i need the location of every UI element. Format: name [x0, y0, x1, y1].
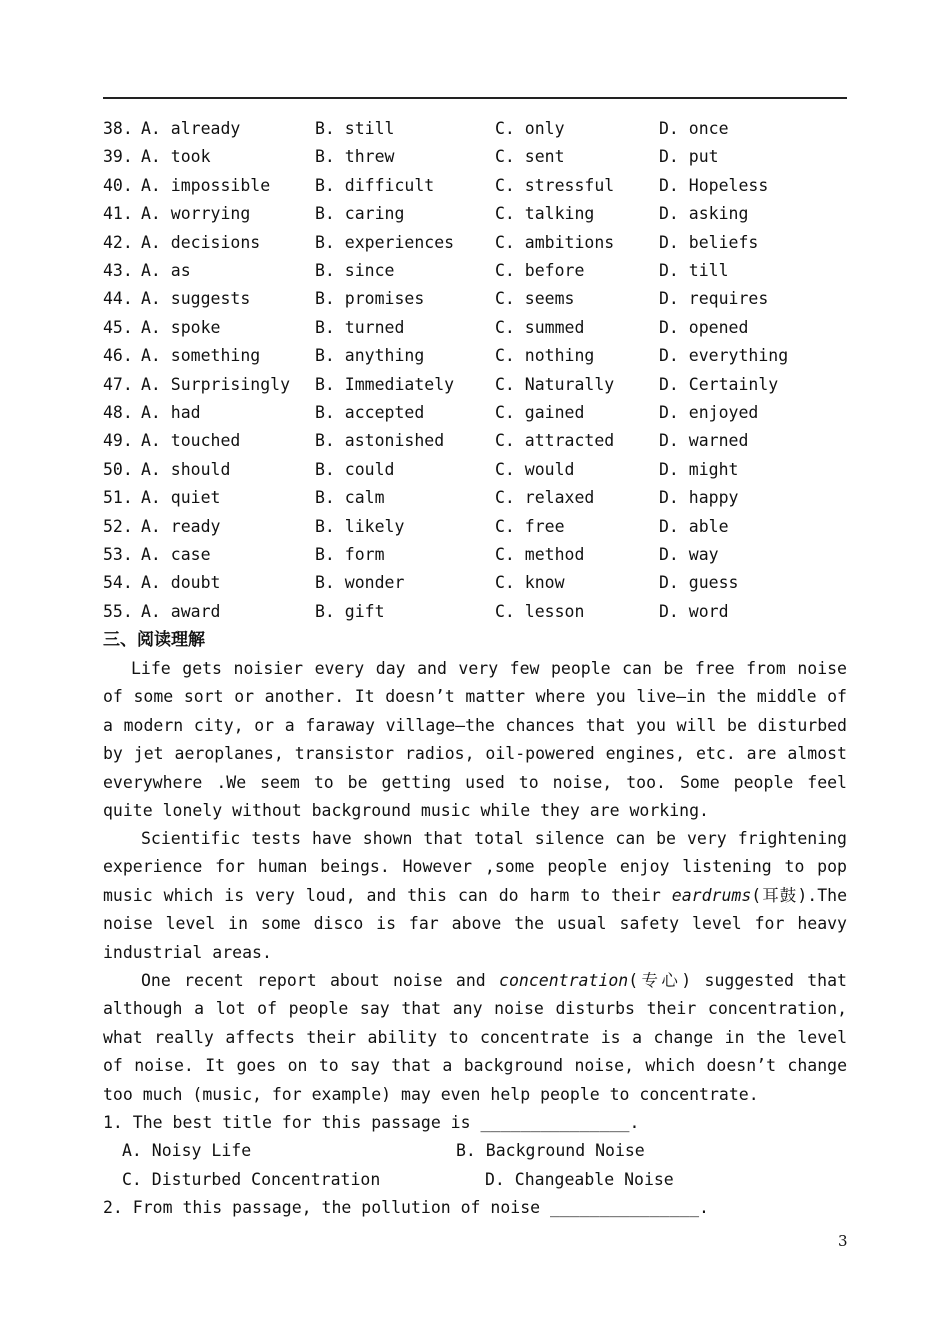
option-number: 45.	[103, 317, 133, 337]
option-a: A. spoke	[141, 317, 221, 337]
option-d: D. Certainly	[659, 374, 779, 394]
option-d: D. enjoyed	[659, 403, 759, 422]
option-number: 39.	[103, 147, 133, 167]
option-c: C. Naturally	[495, 374, 615, 394]
option-c: C. before	[495, 261, 585, 280]
option-d: D. might	[659, 459, 739, 479]
option-a: A. worrying	[141, 204, 251, 224]
question-1-option-a: A. Noisy Life	[122, 1141, 252, 1160]
option-b: B. Immediately	[315, 374, 455, 394]
option-a: A. had	[141, 403, 201, 422]
option-b: B. experiences	[315, 232, 455, 252]
option-row	[103, 456, 847, 484]
option-d: D. once	[659, 119, 729, 138]
page-number: 3	[838, 1232, 848, 1250]
option-row	[103, 314, 847, 342]
section-heading: 三、阅读理解	[103, 630, 205, 650]
option-number: 55.	[103, 601, 133, 621]
option-number: 49.	[103, 431, 133, 451]
option-number: 41.	[103, 204, 133, 224]
paragraph-3-text-start: One recent report about noise and	[141, 971, 500, 990]
option-d: D. requires	[659, 289, 769, 309]
option-d: D. everything	[659, 346, 789, 366]
option-row	[103, 285, 847, 313]
option-b: B. caring	[315, 204, 405, 224]
option-row	[103, 427, 847, 455]
option-b: B. gift	[315, 601, 385, 621]
option-b: B. promises	[315, 289, 425, 309]
option-c: C. seems	[495, 289, 575, 309]
option-number: 40.	[103, 175, 133, 195]
gloss-eardrums: (耳鼓)	[751, 885, 808, 905]
option-d: D. opened	[659, 317, 749, 337]
question-2: 2. From this passage, the pollution of noise _______________.	[103, 1198, 709, 1217]
question-1-option-d: D. Changeable Noise	[485, 1170, 674, 1189]
option-a: A. should	[141, 459, 231, 479]
option-row	[103, 541, 847, 569]
question-1-option-c: C. Disturbed Concentration	[122, 1170, 381, 1189]
option-c: C. would	[495, 459, 575, 479]
option-c: C. only	[495, 119, 565, 138]
option-c: C. sent	[495, 147, 565, 167]
option-number: 51.	[103, 488, 133, 508]
option-a: A. award	[141, 601, 221, 621]
paragraph-3-text-end: suggested that although a lot of people say that any noise disturbs their concentration, what really affects their ability to concentrate is a change in the level of noise. It goes on to say that a background noise, which doesn’t change too much (music, for example) may even help people to concentrate.	[103, 971, 847, 1104]
option-number: 44.	[103, 289, 133, 309]
option-b: B. since	[315, 261, 395, 280]
option-c: C. know	[495, 573, 565, 593]
option-d: D. happy	[659, 488, 739, 508]
option-a: A. quiet	[141, 488, 221, 508]
option-a: A. something	[141, 346, 261, 366]
option-row	[103, 598, 847, 626]
paragraph-2-text-end: .The noise level in some disco is far above the usual safety level for heavy industrial areas.	[103, 885, 848, 962]
passage-paragraph-1	[103, 655, 847, 825]
option-row	[103, 342, 847, 370]
option-d: D. guess	[659, 573, 739, 593]
option-b: B. form	[315, 545, 385, 564]
option-row	[103, 569, 847, 597]
option-d: D. beliefs	[659, 232, 759, 252]
option-b: B. could	[315, 459, 395, 479]
option-d: D. word	[659, 601, 729, 621]
option-d: D. asking	[659, 204, 749, 224]
option-d: D. way	[659, 545, 719, 564]
option-row	[103, 371, 847, 399]
option-row	[103, 200, 847, 228]
option-b: B. turned	[315, 317, 405, 337]
option-row	[103, 257, 847, 285]
option-b: B. astonished	[315, 431, 445, 451]
option-row	[103, 172, 847, 200]
option-b: B. likely	[315, 516, 405, 536]
option-number: 47.	[103, 374, 133, 394]
option-c: C. method	[495, 545, 585, 564]
option-b: B. anything	[315, 346, 425, 366]
option-number: 54.	[103, 573, 133, 593]
term-eardrums: eardrums	[671, 885, 752, 905]
option-a: A. as	[141, 261, 191, 280]
option-d: D. warned	[659, 431, 749, 451]
option-number: 42.	[103, 232, 133, 252]
option-row	[103, 399, 847, 427]
option-number: 50.	[103, 459, 133, 479]
option-d: D. Hopeless	[659, 175, 769, 195]
option-a: A. took	[141, 147, 211, 167]
option-a: A. Surprisingly	[141, 374, 291, 394]
option-c: C. lesson	[495, 601, 585, 621]
option-number: 48.	[103, 403, 133, 422]
passage-paragraph-3	[103, 967, 847, 1109]
question-1: 1. The best title for this passage is _______________.	[103, 1113, 640, 1132]
option-a: A. touched	[141, 431, 241, 451]
question-1-option-b: B. Background Noise	[456, 1141, 645, 1160]
option-row	[103, 229, 847, 257]
header-rule	[103, 97, 847, 99]
option-a: A. suggests	[141, 289, 251, 309]
option-c: C. stressful	[495, 175, 615, 195]
option-d: D. able	[659, 516, 729, 536]
option-row	[103, 513, 847, 541]
option-d: D. put	[659, 147, 719, 167]
option-row	[103, 143, 847, 171]
option-b: B. calm	[315, 488, 385, 508]
option-number: 46.	[103, 346, 133, 366]
option-b: B. wonder	[315, 573, 405, 593]
option-number: 52.	[103, 516, 133, 536]
option-b: B. difficult	[315, 175, 435, 195]
option-number: 38.	[103, 119, 133, 138]
option-a: A. already	[141, 119, 241, 138]
option-a: A. case	[141, 545, 211, 564]
option-c: C. free	[495, 516, 565, 536]
option-c: C. relaxed	[495, 488, 595, 508]
option-a: A. decisions	[141, 232, 261, 252]
option-a: A. doubt	[141, 573, 221, 593]
option-b: B. accepted	[315, 403, 425, 422]
option-c: C. talking	[495, 204, 595, 224]
option-b: B. still	[315, 119, 395, 138]
option-a: A. impossible	[141, 175, 271, 195]
option-number: 53.	[103, 545, 133, 564]
option-row	[103, 484, 847, 512]
term-concentration: concentration	[499, 971, 629, 990]
gloss-concentration: (专心)	[628, 971, 692, 990]
passage-paragraph-2	[103, 825, 847, 967]
option-d: D. till	[659, 261, 729, 280]
paragraph-1-text: Life gets noisier every day and very few people can be free from noise of some sort or another. It doesn’t matter where you live—in the middle of a modern city, or a faraway village—the chances that you will be disturbed by jet aeroplanes, transistor radios, oil-powered engines, etc. are almost everywhere .We seem to be getting used to noise, too. Some people feel quite lonely without background music while they are working.	[103, 659, 847, 821]
option-c: C. ambitions	[495, 232, 615, 252]
option-c: C. attracted	[495, 431, 615, 451]
option-a: A. ready	[141, 516, 221, 536]
option-row	[103, 115, 847, 143]
paragraph-2-text-start: Scientific tests have shown that total silence can be very frightening experience for human beings. However ,some people enjoy listening to pop music which is very loud, and this can do harm to their	[103, 829, 847, 905]
option-c: C. nothing	[495, 346, 595, 366]
option-number: 43.	[103, 261, 133, 280]
option-c: C. gained	[495, 403, 585, 422]
option-b: B. threw	[315, 147, 395, 167]
option-c: C. summed	[495, 317, 585, 337]
